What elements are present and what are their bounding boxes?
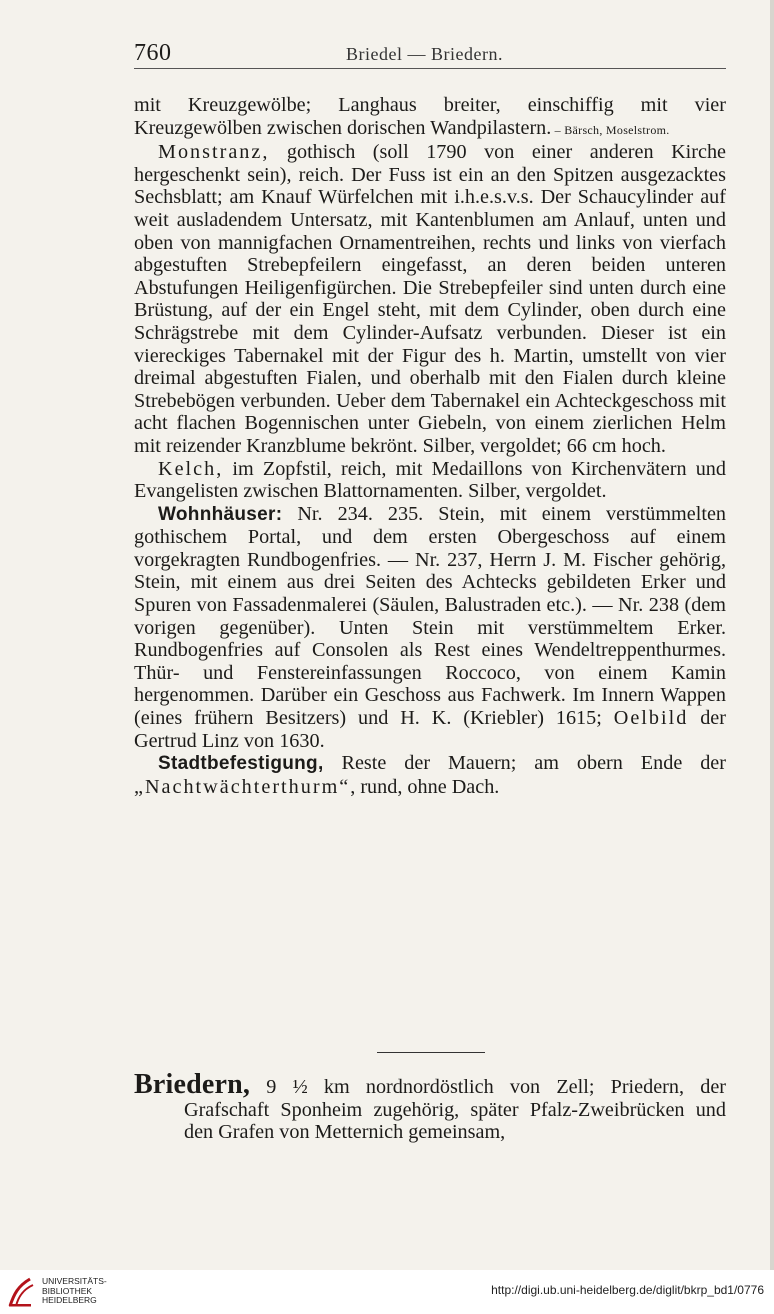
monstranz-paragraph xyxy=(134,141,726,457)
briedern-paragraph xyxy=(134,1069,726,1144)
section-divider xyxy=(377,1052,485,1053)
stadtbefestigung-paragraph xyxy=(134,752,726,798)
kelch-term: Kelch, xyxy=(158,457,224,480)
wohnhaeuser-term: Wohnhäuser: xyxy=(158,503,283,525)
briedern-text: 9 ½ km nordnordöstlich von Zell; Priedern, der Grafschaft Sponheim zugehörig, später Pfalz-Zweibrücken und den Grafen von Metternich gemeinsam, xyxy=(184,1076,726,1144)
monstranz-term: Monstranz, xyxy=(158,141,270,164)
running-head: Briedel — Briedern. xyxy=(346,44,503,64)
page-header xyxy=(134,40,726,68)
monstranz-text: gothisch (soll 1790 von einer anderen Kirche hergeschenkt sein), reich. Der Fuss ist ein an den Spitzen ausgezacktes Sechsblatt; am Knauf Würfelchen mit i.h.e.s.v.s. Der Schaucylinder auf weit ausladendem Untersatz, mit Kantenblumen am Anlauf, unten und oben von mannigfachen Ornamentreihen, rechts und links von vierfach abgestuften Strebepfeilern eingefasst, an deren beiden unteren Abstufungen Heiligenfigürchen. Die Strebepfeiler sind unten durch eine Brüstung, auf der ein Engel steht, mit dem Cylinder, oben durch eine Schrägstrebe mit dem Cylinder-Aufsatz verbunden. Dieser ist ein viereckiges Tabernakel mit der Figur des h. Martin, umstellt von vier dreimal abgestuften Fialen, und oberhalb mit den Fialen durch kleine Strebebögen verbunden. Ueber dem Tabernakel ein Achteckgeschoss mit acht flachen Bogennischen unter Giebeln, von einem zierlichen Helm mit reizender Kranzblume bekrönt. Silber, vergoldet; 66 cm hoch. xyxy=(134,141,726,457)
briedern-entry xyxy=(134,1069,726,1144)
stadtbefestigung-term: Stadtbefestigung, xyxy=(158,753,324,775)
library-line-1: UNIVERSITÄTS- xyxy=(42,1276,107,1286)
source-note: – Bärsch, Moselstrom. xyxy=(551,122,670,137)
briedern-title: Briedern, xyxy=(134,1069,251,1100)
header-rule xyxy=(134,68,726,69)
page-edge xyxy=(770,0,774,1270)
nachtwaechterthurm-name: „Nachtwächterthurm“ xyxy=(134,775,351,798)
page-number: 760 xyxy=(134,40,172,66)
logo-stroke-outer xyxy=(10,1279,30,1306)
library-line-3: HEIDELBERG xyxy=(42,1295,97,1306)
continuation-line-2: Kreuzgewölben zwischen dorischen Wandpilastern. xyxy=(134,116,552,139)
kelch-text: im Zopfstil, reich, mit Medaillons von Kirchenvätern und Evangelisten zwischen Blattornamenten. Silber, vergoldet. xyxy=(134,457,726,503)
oelbild-term: Oelbild xyxy=(613,707,689,730)
stadtbefestigung-text-2: , rund, ohne Dach. xyxy=(350,775,500,798)
stadtbefestigung-text: Reste der Mauern; am obern Ende der xyxy=(323,752,726,775)
body-text xyxy=(134,94,726,798)
source-url-link[interactable]: http://digi.ub.uni-heidelberg.de/diglit/bkrp_bd1/0776 xyxy=(491,1283,764,1297)
wohnhaeuser-text: Nr. 234. 235. Stein, mit einem verstümmelten gothischem Portal, und dem ersten Obergeschoss auf einem vorgekragten Rundbogenfries. — Nr. 237, Herrn J. M. Fischer gehörig, Stein, mit einem aus drei Seiten des Achtecks gebildeten Erker und Spuren von Fassadenmalerei (Säulen, Balustraden etc.). — Nr. 238 (dem vorigen gegenüber). Unten Stein mit verstümmeltem Erker. Rundbogenfries auf Consolen als Rest eines Wendeltreppenthurmes. Thür- und Fenstereinfassungen Roccoco, von einem Kamin hergenommen. Darüber ein Geschoss aus Fachwerk. Im Innern Wappen (eines frühern Besitzers) und H. K. (Kriebler) 1615; xyxy=(134,502,726,730)
logo-base xyxy=(9,1304,31,1307)
wohnhaeuser-paragraph xyxy=(134,503,726,753)
wohnhaeuser-text-2: der Gertrud Linz von 1630. xyxy=(134,707,726,752)
library-logo-icon xyxy=(6,1276,36,1308)
library-name xyxy=(42,1277,107,1306)
continuation-line-1: mit Kreuzgewölbe; Langhaus breiter, einschiffig mit vier xyxy=(134,94,726,116)
library-line-2: BIBLIOTHEK xyxy=(42,1285,93,1296)
kelch-paragraph xyxy=(134,458,726,503)
continuation-paragraph xyxy=(134,94,726,141)
